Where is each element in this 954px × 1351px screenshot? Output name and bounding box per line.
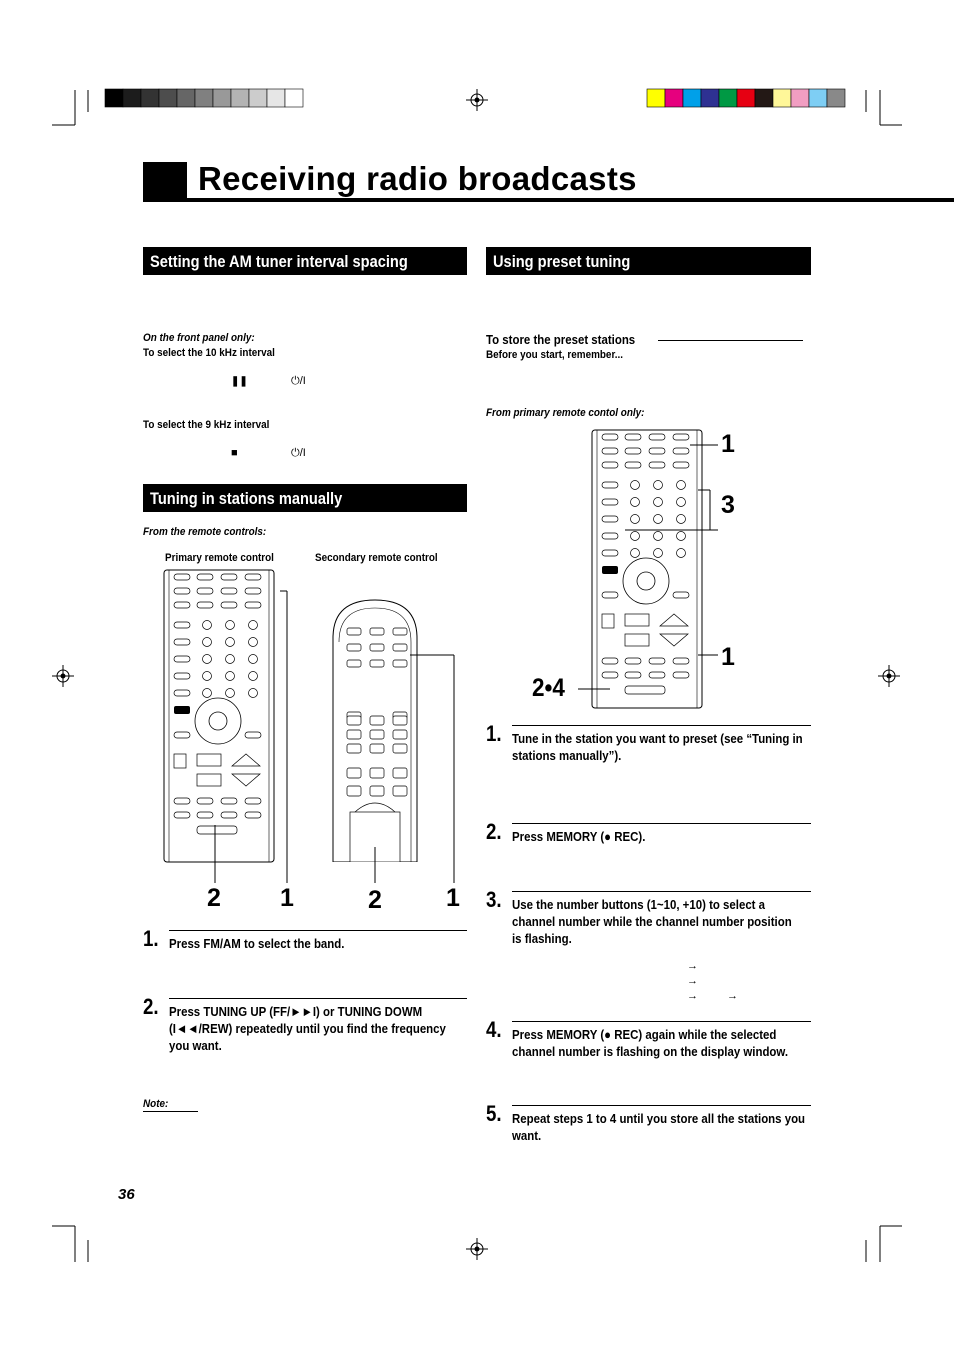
step-text: Press MEMORY (● REC). (512, 829, 646, 844)
registration-swatch (665, 89, 683, 107)
heading-rule (658, 340, 803, 341)
registration-swatch (701, 89, 719, 107)
callout-lines-right (570, 430, 730, 700)
section-heading-preset-tuning: Using preset tuning (486, 247, 811, 275)
step-text: Press TUNING UP (FF/►►I) or TUNING DOWM (I◄◄/REW) repeatedly until you find the frequency you want. (169, 1004, 446, 1053)
step-rule (169, 930, 467, 931)
before-start-label: Before you start, remember... (486, 349, 624, 361)
callout-number: 2 (207, 884, 221, 912)
registration-swatch (737, 89, 755, 107)
section-heading-manual-tuning: Tuning in stations manually (143, 484, 467, 512)
store-preset-heading: To store the preset stations (486, 332, 636, 347)
registration-swatch (719, 89, 737, 107)
arrow-icon: → (727, 990, 738, 1002)
select-9khz-label: To select the 9 kHz interval (143, 419, 270, 431)
secondary-remote-label: Secondary remote control (315, 552, 438, 564)
from-remote-label: From the remote controls: (143, 526, 267, 538)
step-text: Tune in the station you want to preset (see “Tuning in stations manually”). (512, 731, 803, 763)
title-underline (143, 198, 954, 202)
registration-swatch (105, 89, 123, 107)
step-rule (169, 998, 467, 999)
callout-number: 1 (721, 430, 735, 458)
remote-button (245, 574, 261, 580)
registration-swatch (123, 89, 141, 107)
registration-swatch (231, 89, 249, 107)
step-text: Use the number buttons (1~10, +10) to select a channel number while the channel number position is flashing. (512, 897, 792, 946)
step-text: Press MEMORY (● REC) again while the selected channel number is flashing on the display window. (512, 1027, 789, 1059)
registration-swatch (195, 89, 213, 107)
step-rule (512, 1021, 811, 1022)
step-text: Repeat steps 1 to 4 until you store all the stations you want. (512, 1111, 806, 1143)
note-underline (143, 1111, 198, 1112)
step-rule (512, 823, 811, 824)
callout-number: 2•4 (532, 674, 565, 702)
registration-swatch (285, 89, 303, 107)
registration-swatch (809, 89, 827, 107)
remote-button (221, 574, 237, 580)
page-number: 36 (118, 1186, 135, 1203)
step-number: 4. (486, 1017, 502, 1042)
registration-swatch (249, 89, 267, 107)
from-primary-label: From primary remote contol only: (486, 407, 645, 419)
note-label: Note: (143, 1098, 169, 1110)
registration-swatch (141, 89, 159, 107)
registration-swatch (159, 89, 177, 107)
arrow-icon: → (687, 975, 698, 987)
step-number: 1. (143, 926, 159, 951)
front-panel-only-label: On the front panel only: (143, 332, 255, 344)
page-title: Receiving radio broadcasts (198, 160, 637, 197)
registration-swatch (647, 89, 665, 107)
stop-icon: ■ (231, 447, 238, 459)
registration-swatch (773, 89, 791, 107)
title-block (143, 162, 187, 201)
callout-number: 3 (721, 491, 735, 519)
section-heading-am-interval: Setting the AM tuner interval spacing (143, 247, 467, 275)
callout-number: 1 (721, 643, 735, 671)
registration-swatch (683, 89, 701, 107)
step-number: 1. (486, 721, 502, 746)
registration-swatch (213, 89, 231, 107)
step-number: 2. (486, 819, 502, 844)
arrow-icon: → (687, 960, 698, 972)
remote-button (174, 574, 190, 580)
registration-swatch (267, 89, 285, 107)
callout-number: 2 (368, 886, 382, 914)
select-10khz-label: To select the 10 kHz interval (143, 347, 275, 359)
power-icon: ⏻/I (291, 447, 306, 459)
callout-lines-left (180, 585, 470, 885)
step-rule (512, 1105, 811, 1106)
primary-remote-label: Primary remote control (165, 552, 274, 564)
registration-swatch (827, 89, 845, 107)
remote-button (197, 574, 213, 580)
step-rule (512, 891, 811, 892)
power-icon: ⏻/I (291, 375, 306, 387)
step-number: 2. (143, 994, 159, 1019)
step-number: 5. (486, 1101, 502, 1126)
registration-swatch (177, 89, 195, 107)
arrow-icon: → (687, 990, 698, 1002)
step-text: Press FM/AM to select the band. (169, 936, 345, 951)
step-rule (512, 725, 811, 726)
callout-number: 1 (280, 884, 294, 912)
step-number: 3. (486, 887, 502, 912)
registration-swatch (791, 89, 809, 107)
pause-icon: ❚❚ (231, 376, 248, 387)
registration-swatch (755, 89, 773, 107)
callout-number: 1 (446, 884, 460, 912)
